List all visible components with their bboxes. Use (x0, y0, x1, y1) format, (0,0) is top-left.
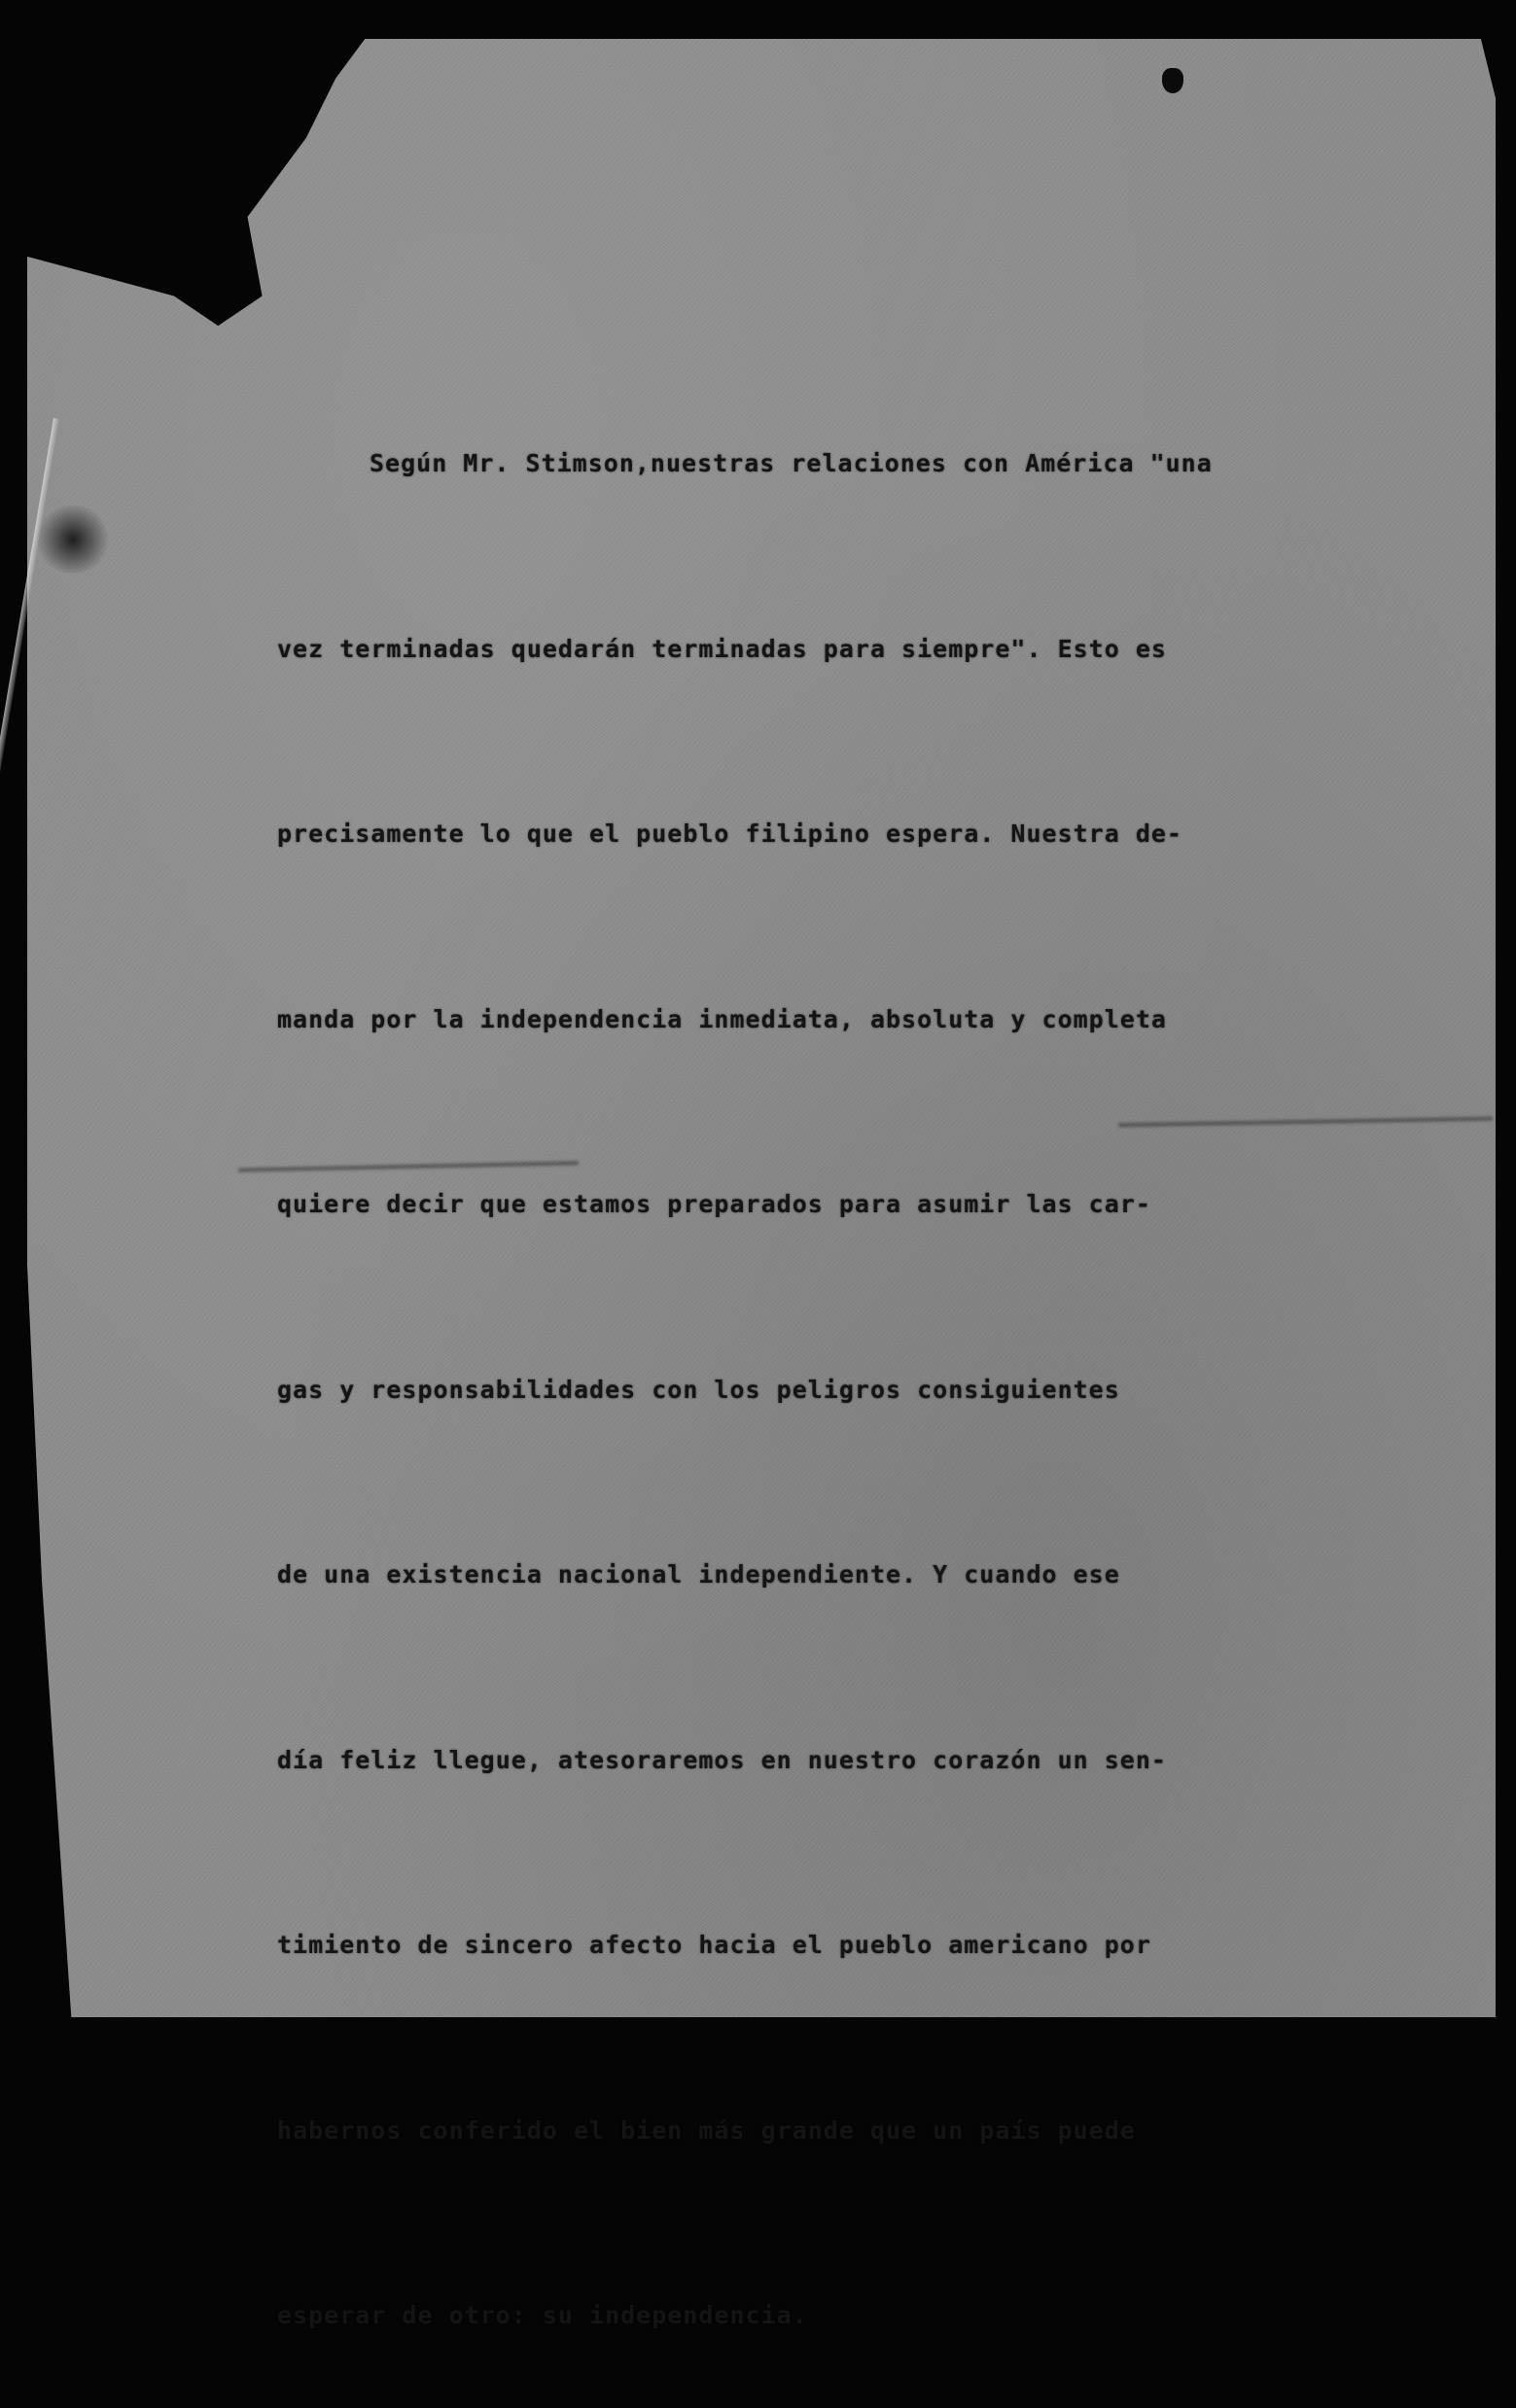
typed-line: vez terminadas quedarán terminadas para siempre". Esto es (277, 634, 1167, 663)
typed-paragraph (277, 309, 1347, 2408)
typed-line: habernos conferido el bien más grande que un país puede (277, 2115, 1136, 2145)
typed-line: quiere decir que estamos preparados para asumir las car- (277, 1190, 1151, 1218)
typed-line: día feliz llegue, atesoraremos en nuestro corazón un sen- (277, 1745, 1167, 1774)
typed-line: de una existencia nacional independiente. Y cuando ese (277, 1560, 1120, 1588)
typed-line: manda por la independencia inmediata, absoluta y completa (277, 1004, 1167, 1033)
corner-punch-mark (1162, 68, 1183, 93)
typed-line: gas y responsabilidades con los peligros consiguientes (277, 1375, 1120, 1404)
ink-stain (34, 506, 112, 574)
typed-line: Según Mr. Stimson,nuestras relaciones con América "una (370, 449, 1213, 477)
typed-line: esperar de otro: su independencia. (277, 2301, 808, 2329)
typed-line: precisamente lo que el pueblo filipino espera. Nuestra de- (277, 820, 1182, 848)
typed-line: timiento de sincero afecto hacia el pueblo americano por (277, 1931, 1151, 1959)
